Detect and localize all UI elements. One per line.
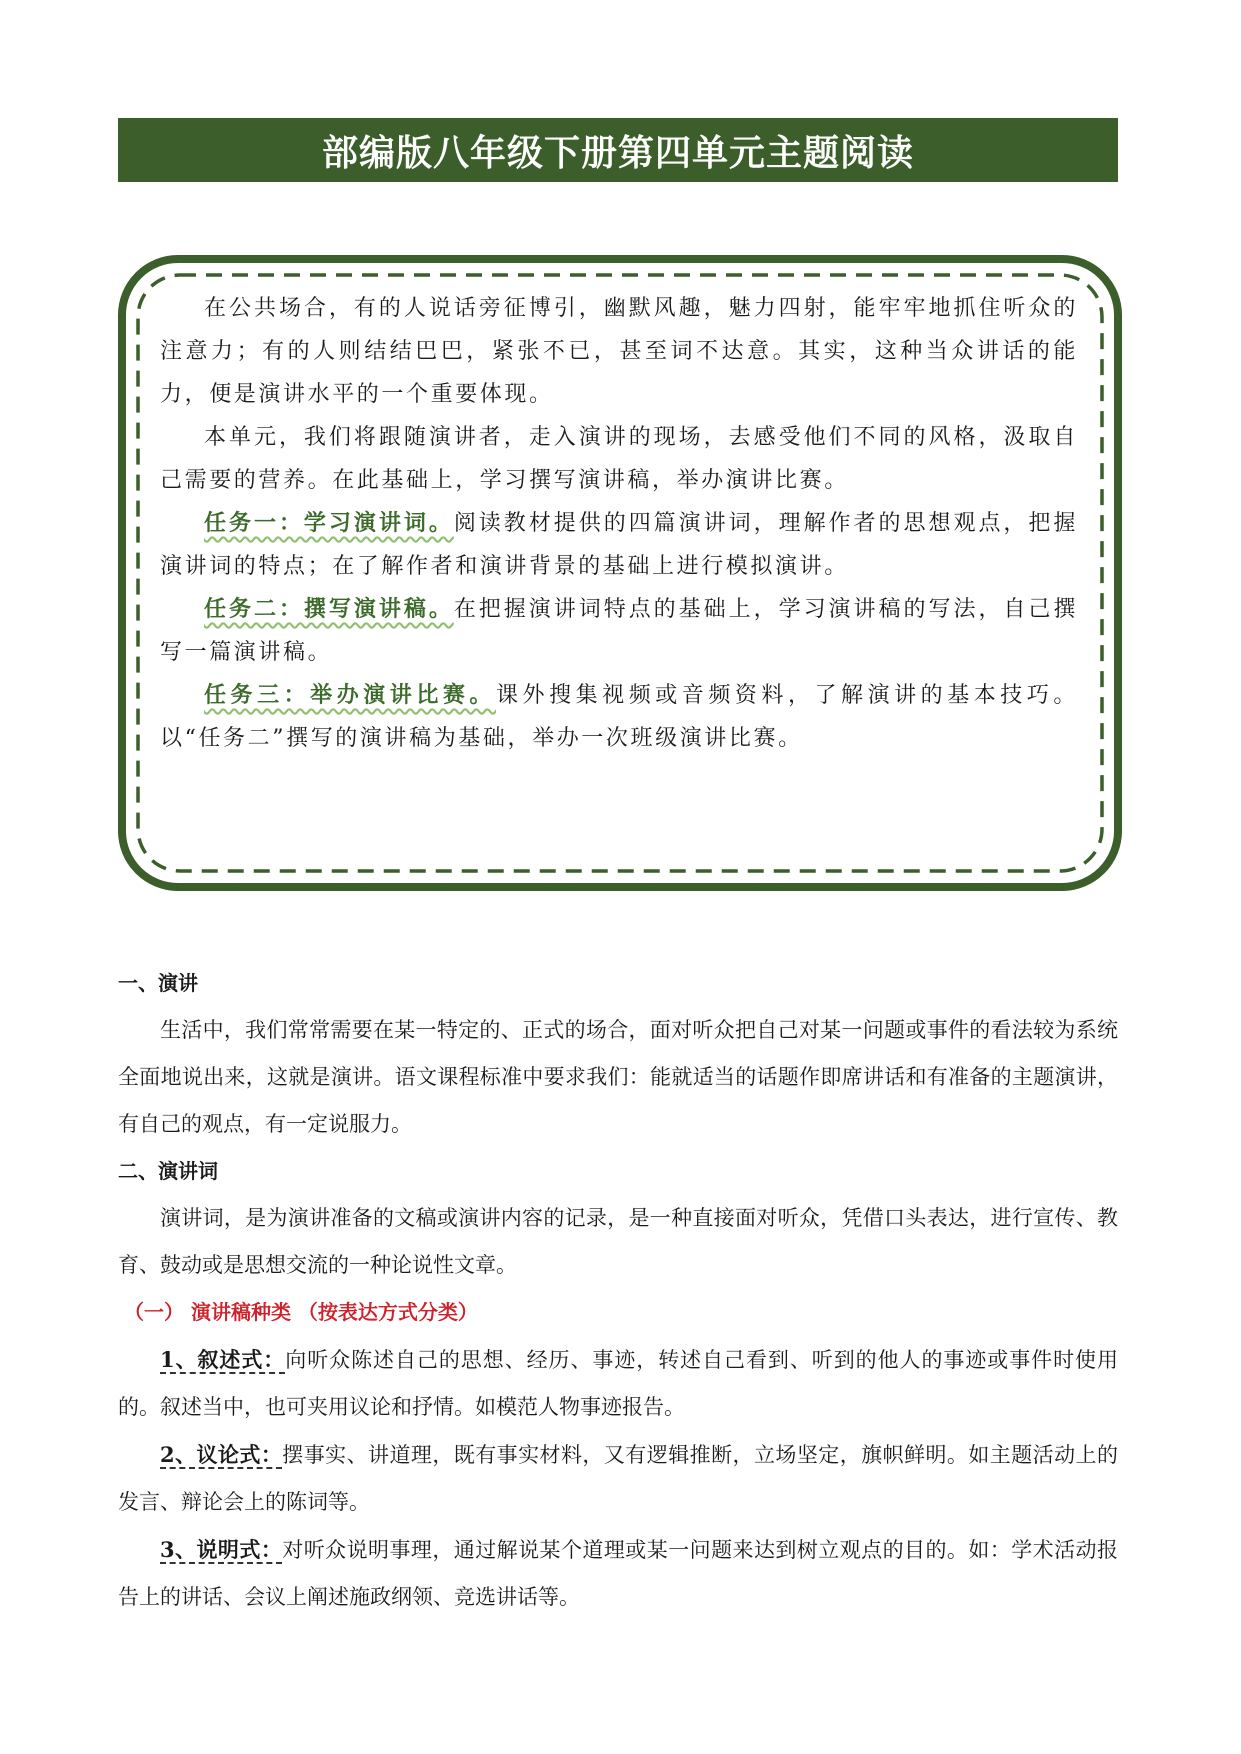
type-argumentative	[118, 1431, 1118, 1526]
intro-paragraph-1: 在公共场合，有的人说话旁征博引，幽默风趣，魅力四射，能牢牢地抓住听众的注意力；有的人则结结巴巴，紧张不已，甚至词不达意。其实，这种当众讲话的能力，便是演讲水平的一个重要体现。	[160, 296, 1078, 407]
type-argumentative-text: 摆事实、讲道理，既有事实材料，又有逻辑推断，立场坚定，旗帜鲜明。如主题活动上的发言、辩论会上的陈词等。	[118, 1443, 1118, 1514]
task-three	[160, 674, 1078, 760]
sub-heading-types: （一） 演讲稿种类 （按表达方式分类）	[124, 1300, 478, 1324]
task-two-title: 任务二：撰写演讲稿。	[204, 596, 454, 622]
intro-box	[118, 255, 1122, 891]
page-title: 部编版八年级下册第四单元主题阅读	[321, 132, 914, 174]
task-one	[160, 502, 1078, 588]
type-expository-term: 3、说明式：	[160, 1537, 283, 1562]
task-one-title: 任务一：学习演讲词。	[204, 510, 454, 536]
task-one-text: 阅读教材提供的四篇演讲词，理解作者的思想观点，把握演讲词的特点；在了解作者和演讲背景的基础上进行模拟演讲。	[160, 511, 1078, 579]
task-three-title: 任务三：举办演讲比赛。	[204, 682, 496, 708]
intro-paragraph-2: 本单元，我们将跟随演讲者，走入演讲的现场，去感受他们不同的风格，汲取自己需要的营养。在此基础上，学习撰写演讲稿，举办演讲比赛。	[160, 425, 1078, 493]
type-expository-text: 对听众说明事理，通过解说某个道理或某一问题来达到树立观点的目的。如：学术活动报告上的讲话、会议上阐述施政纲领、竞选讲话等。	[118, 1538, 1118, 1609]
task-three-text: 课外搜集视频或音频资料，了解演讲的基本技巧。以“任务二”撰写的演讲稿为基础，举办一次班级演讲比赛。	[160, 683, 1078, 751]
type-expository	[118, 1526, 1118, 1621]
type-narrative-term: 1、叙述式：	[160, 1347, 286, 1372]
task-two-text: 在把握演讲词特点的基础上，学习演讲稿的写法，自己撰写一篇演讲稿。	[160, 597, 1078, 665]
type-narrative	[118, 1336, 1118, 1431]
type-argumentative-term: 2、议论式：	[160, 1442, 283, 1467]
section-heading-speech: 一、演讲	[118, 971, 198, 995]
section-text-speech: 生活中，我们常常需要在某一特定的、正式的场合，面对听众把自己对某一问题或事件的看法较为系统全面地说出来，这就是演讲。语文课程标准中要求我们：能就适当的话题作即席讲话和有准备的主题演讲，有自己的观点，有一定说服力。	[118, 1018, 1118, 1136]
section-text-speech-text: 演讲词，是为演讲准备的文稿或演讲内容的记录，是一种直接面对听众，凭借口头表达，进行宣传、教育、鼓动或是思想交流的一种论说性文章。	[118, 1206, 1118, 1277]
section-heading-speech-text: 二、演讲词	[118, 1159, 218, 1183]
task-two	[160, 588, 1078, 674]
body-content	[118, 960, 1118, 1621]
intro-text	[160, 287, 1078, 760]
title-banner	[118, 118, 1118, 182]
type-narrative-text: 向听众陈述自己的思想、经历、事迹，转述自己看到、听到的他人的事迹或事件时使用的。叙述当中，也可夹用议论和抒情。如模范人物事迹报告。	[118, 1348, 1118, 1419]
